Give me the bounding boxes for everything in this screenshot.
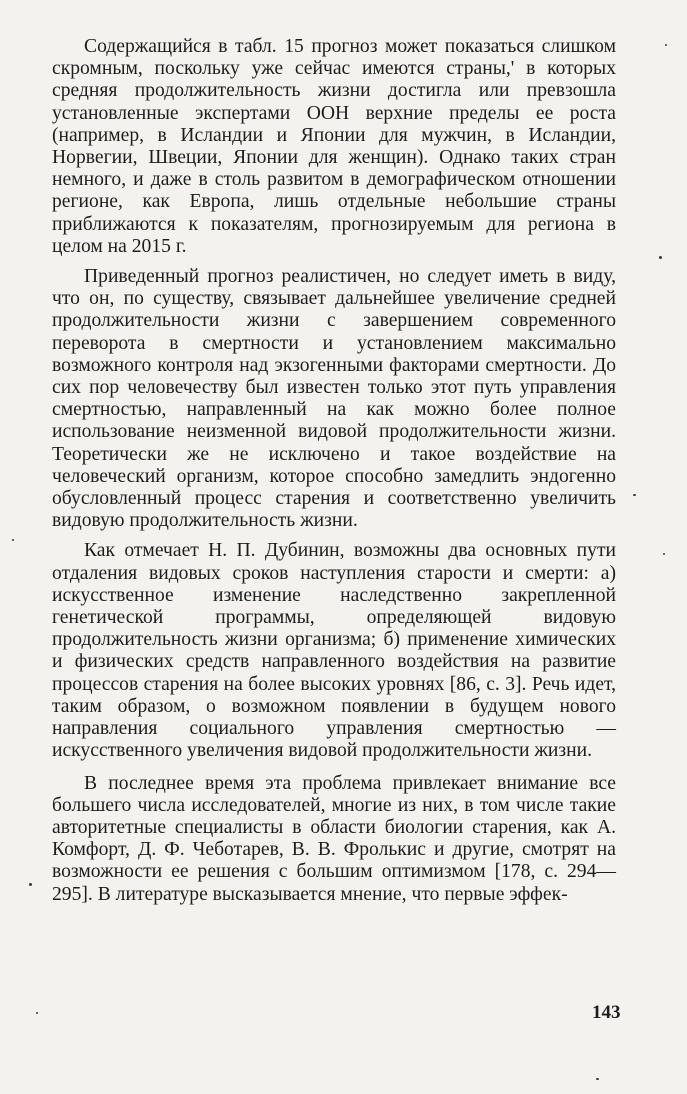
scan-speck [663, 553, 665, 555]
paragraph-3: Как отмечает Н. П. Дубинин, возможны два основных пути отдаления видовых сроков наступления старости и смерти: а) искусственное изменение наследственно закрепленной генетической программы, определяющей видовую продолжительность жизни организма; б) применение химических и физических средств направленного воздействия на развитие процессов старения на более высоких уровнях [86, с. 3]. Речь идет, таким образом, о возможном появлении в будущем нового направления социального управления смертностью — искусственного увеличения видовой продолжительности жизни. [52, 540, 616, 762]
scan-speck [659, 256, 662, 259]
page-number: 143 [592, 1002, 621, 1023]
scan-speck [29, 883, 32, 886]
scan-speck [12, 539, 14, 541]
body-text [52, 36, 616, 914]
scan-speck [596, 1078, 599, 1080]
paragraph-2: Приведенный прогноз реалистичен, но следует иметь в виду, что он, по существу, связывает дальнейшее увеличение средней продолжительности жизни с завершением современного переворота в смертности и установлением максимально возможного контроля над экзогенными факторами смертности. До сих пор человечеству был известен только этот путь управления смертностью, направленный на как можно более полное использование неизменной видовой продолжительности жизни. Теоретически же не исключено и такое воздействие на человеческий организм, которое способно замедлить эндогенно обусловленный процесс старения и соответственно увеличить видовую продолжительность жизни. [52, 266, 616, 532]
paragraph-1: Содержащийся в табл. 15 прогноз может показаться слишком скромным, поскольку уже сейчас имеются страны,' в которых средняя продолжительность жизни достигла или превзошла установленные экспертами ООН верхние пределы ее роста (например, в Исландии и Японии для мужчин, в Исландии, Норвегии, Швеции, Японии для женщин). Однако таких стран немного, и даже в столь развитом в демографическом отношении регионе, как Европа, лишь отдельные небольшие страны приближаются к показателям, прогнозируемым для региона в целом на 2015 г. [52, 36, 616, 257]
scan-speck [665, 44, 667, 46]
scan-speck [633, 494, 636, 496]
scan-speck [36, 1012, 38, 1014]
paragraph-4: В последнее время эта проблема привлекает внимание все большего числа исследователей, многие из них, в том числе такие авторитетные специалисты в области биологии старения, как А. Комфорт, Д. Ф. Чеботарев, В. В. Фролькис и другие, смотрят на возможности ее решения с большим оптимизмом [178, с. 294—295]. В литературе высказывается мнение, что первые эффек- [52, 772, 616, 905]
